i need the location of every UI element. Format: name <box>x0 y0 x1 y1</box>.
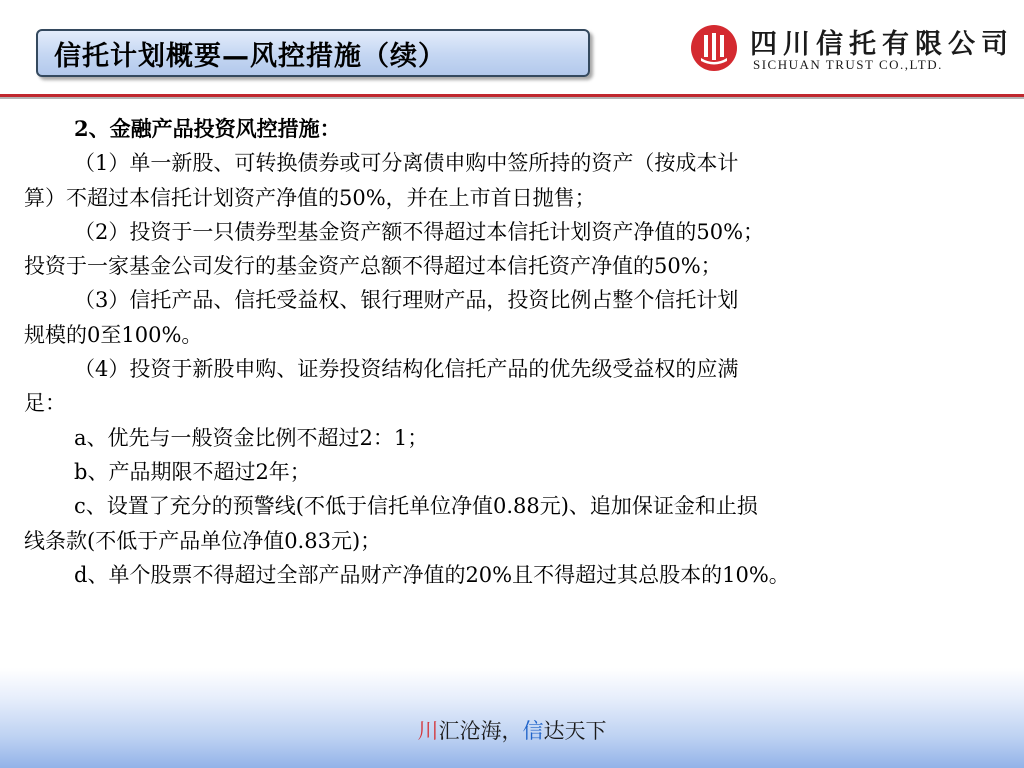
body-line: （2）投资于一只债券型基金资产额不得超过本信托计划资产净值的50%； <box>74 219 765 244</box>
body-line: d、单个股票不得超过全部产品财产净值的20%且不得超过其总股本的10%。 <box>74 562 790 587</box>
slogan-part-2: 达天下 <box>543 719 607 743</box>
company-name-en: SICHUAN TRUST CO.,LTD. <box>753 57 943 72</box>
sichuan-trust-logo-icon <box>690 24 738 72</box>
title-banner <box>36 29 590 77</box>
page-title: 信托计划概要—风控措施（续） <box>54 40 446 72</box>
body-line: a、优先与一般资金比例不超过2：1； <box>74 425 429 450</box>
body-line: 线条款(不低于产品单位净值0.83元)； <box>24 528 382 553</box>
slogan-char-chuan: 川 <box>417 719 439 743</box>
body-line: c、设置了充分的预警线(不低于信托单位净值0.88元)、追加保证金和止损 <box>74 494 758 519</box>
body-line: b、产品期限不超过2年； <box>74 459 311 484</box>
body-line: 投资于一家基金公司发行的基金资产总额不得超过本信托资产净值的50%； <box>24 254 722 279</box>
body-line: 算）不超过本信托计划资产净值的50%，并在上市首日抛售； <box>24 185 596 210</box>
slide-body <box>24 112 994 592</box>
company-logo <box>690 22 1014 76</box>
company-name-cn: 四川信托有限公司 <box>750 29 1014 60</box>
slogan-part-1: 汇沧海， <box>438 719 523 743</box>
body-line: 足： <box>24 391 66 416</box>
header-divider-gray <box>0 97 1024 99</box>
body-line: （4）投资于新股申购、证券投资结构化信托产品的优先级受益权的应满 <box>74 357 739 382</box>
body-line: 规模的0至100%。 <box>24 322 203 347</box>
slogan-char-xin: 信 <box>522 719 544 743</box>
section-heading: 2、金融产品投资风控措施： <box>74 116 341 141</box>
body-line: （3）信托产品、信托受益权、银行理财产品，投资比例占整个信托计划 <box>74 288 739 313</box>
footer-slogan <box>0 715 1024 745</box>
body-line: （1）单一新股、可转换债券或可分离债申购中签所持的资产（按成本计 <box>74 151 739 176</box>
